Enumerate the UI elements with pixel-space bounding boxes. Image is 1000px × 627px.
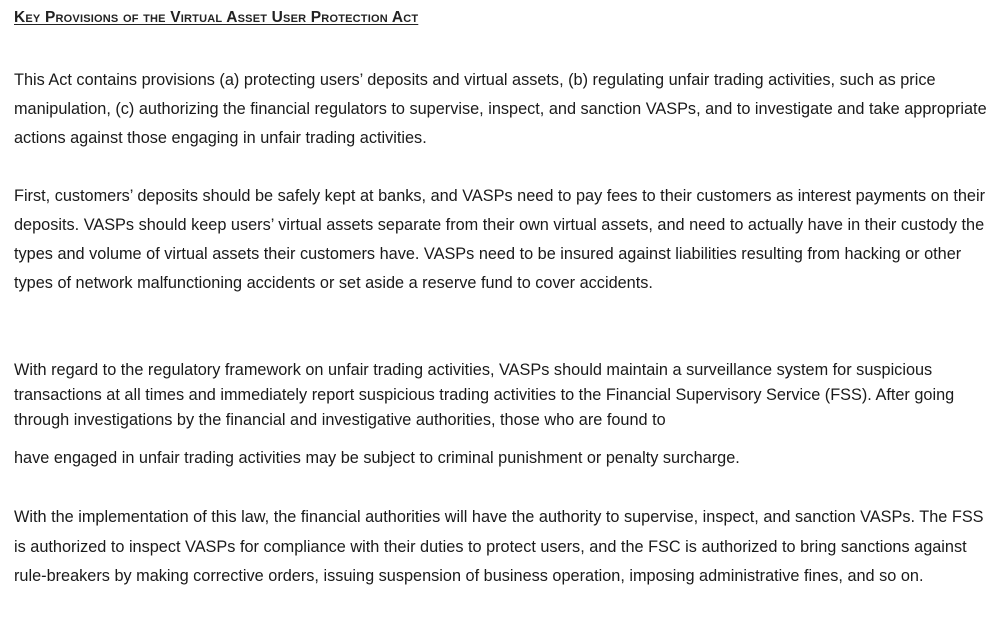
paragraph-unfair-trading: With regard to the regulatory framework on unfair trading activities, VASPs should maintain a surveillance system for suspicious transactions at all times and immediately report suspicious trading activities to the Financial Supervisory Service (FSS). After going through investigations by the financial and investigative authorities, those who are found to [14,361,955,429]
section-heading: Key Provisions of the Virtual Asset User Protection Act [14,9,419,26]
paragraph-overview: This Act contains provisions (a) protecting users’ deposits and virtual assets, (b) regulating unfair trading activities, such as price manipulation, (c) authorizing the financial regulators to supervise, inspect, and sanction VASPs, and to investigate and take appropriate actions against those engaging in unfair trading activities. [14,71,987,147]
paragraph-unfair-trading-continued: have engaged in unfair trading activities may be subject to criminal punishment or penalty surcharge. [14,449,740,467]
paragraph-deposit-protection: First, customers’ deposits should be safely kept at banks, and VASPs need to pay fees to their customers as interest payments on their deposits. VASPs should keep users’ virtual assets separate from their own virtual assets, and need to actually have in their custody the types and volume of virtual assets their customers have. VASPs need to be insured against liabilities resulting from hacking or other types of network malfunctioning accidents or set aside a reserve fund to cover accidents. [14,187,986,292]
paragraph-supervision-authority: With the implementation of this law, the financial authorities will have the authority to supervise, inspect, and sanction VASPs. The FSS is authorized to inspect VASPs for compliance with their duties to protect users, and the FSC is authorized to bring sanctions against rule-breakers by making corrective orders, issuing suspension of business operation, imposing administrative fines, and so on. [14,508,984,585]
